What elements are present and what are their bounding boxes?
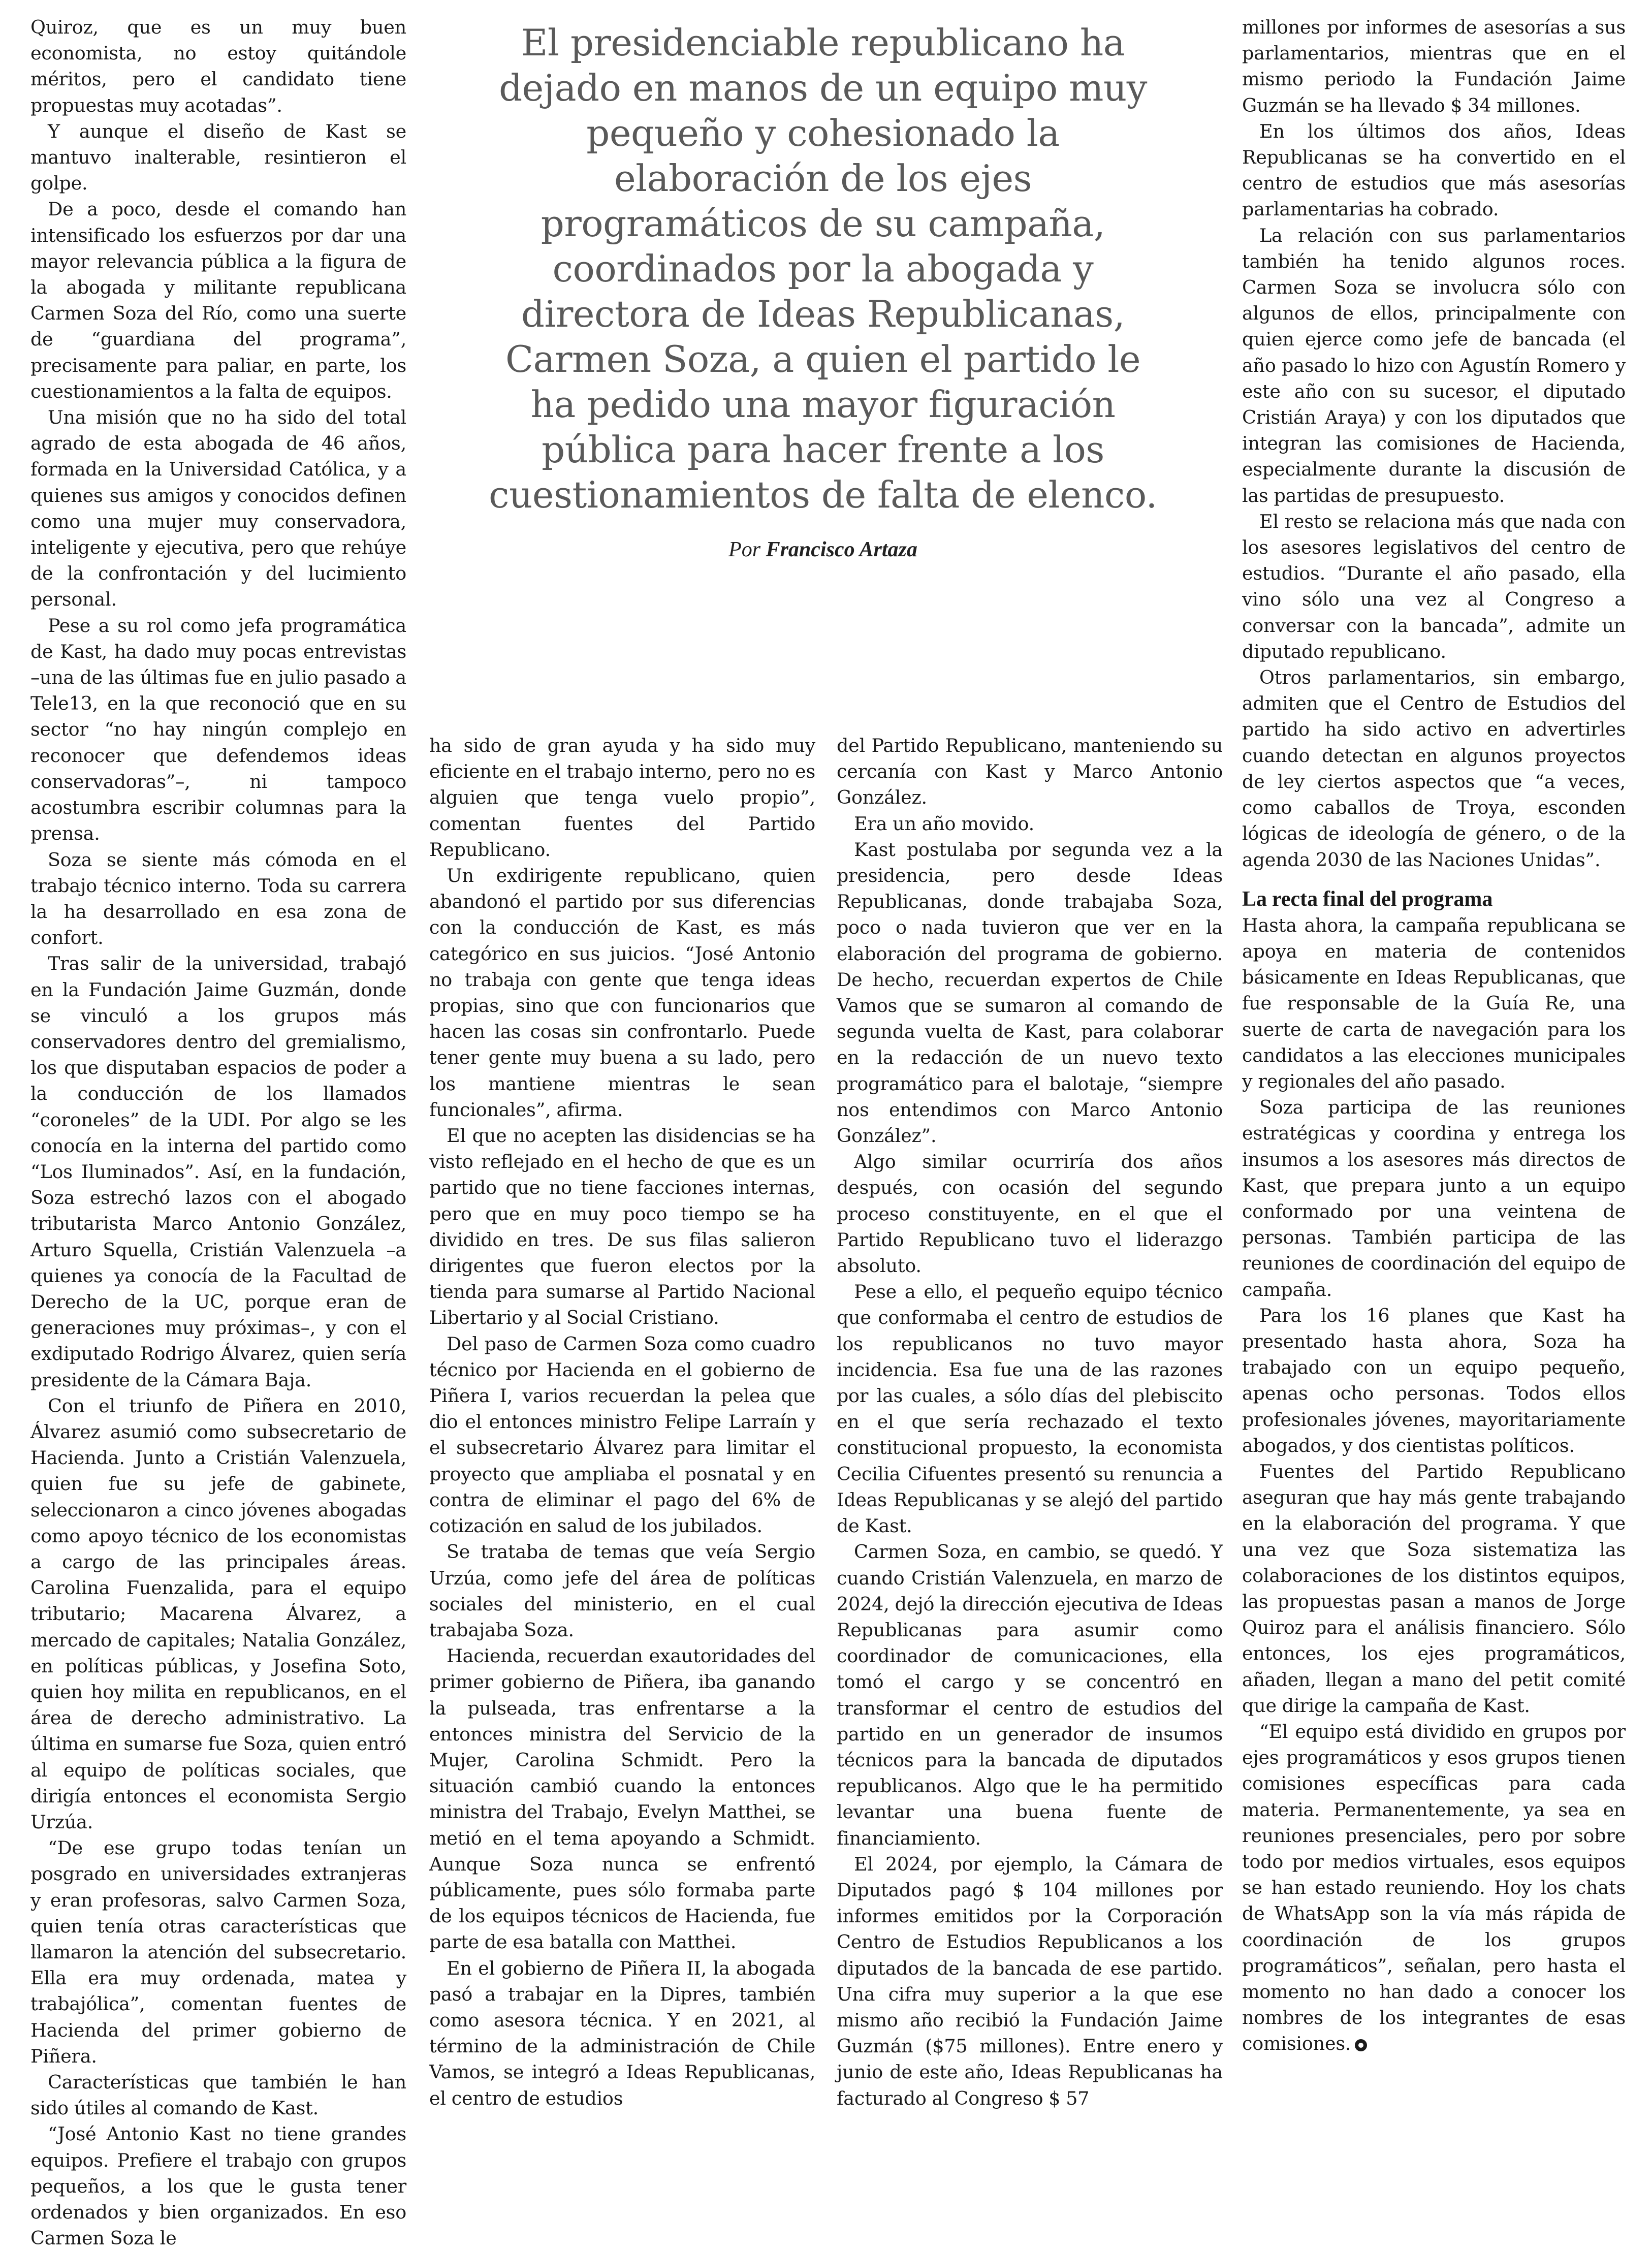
paragraph: Tras salir de la universidad, trabajó en la Fundación Jaime Guzmán, donde se vinculó a los grupos más conservadores dentro del gremialismo, los que disputaban espacios de poder a la conducción de los llamados “coroneles” de la UDI. Por algo se les conocía en la interna del partido como “Los Iluminados”. Así, en la fundación, Soza estrechó lazos con el abogado tributarista Marco Antonio González, Arturo Squella, Cristián Valenzuela –a quienes ya conocía de la Facultad de Derecho de la UC, porque eran de generaciones muy próximas–, y con el exdiputado Rodrigo Álvarez, quien sería presidente de la Cámara Baja. [30, 953, 406, 1391]
paragraph: Algo similar ocurriría dos años después, con ocasión del segundo proceso constituyente, en el que el Partido Republicano tuvo el liderazgo absoluto. [837, 1151, 1223, 1277]
paragraph: Fuentes del Partido Republicano aseguran que hay más gente trabajando en la elaboración del programa. Y que una vez que Soza sistematiza las colaboraciones de los distintos equipos, las propuestas pasan a manos de Jorge Quiroz para el análisis financiero. Sólo entonces, los ejes programáticos, añaden, llegan a mano del petit comité que dirige la campaña de Kast. [1242, 1460, 1626, 1717]
paragraph: Hasta ahora, la campaña republicana se apoya en materia de contenidos básicamente en Ideas Republicanas, que fue responsable de la Guía Re, una suerte de carta de navegación para los candidatos a las elecciones municipales y regionales del año pasado. [1242, 914, 1626, 1092]
paragraph: Pese a ello, el pequeño equipo técnico que conformaba el centro de estudios de los republicanos no tuvo mayor incidencia. Esa fue una de las razones por las cuales, a sólo días del plebiscito en el que sería rechazado el texto constitucional propuesto, la economista Cecilia Cifuentes presentó su renuncia a Ideas Republicanas y se alejó del partido de Kast. [837, 1281, 1223, 1537]
paragraph: El 2024, por ejemplo, la Cámara de Diputados pagó $ 104 millones por informes emitidos por la Corporación Centro de Estudios Republicanos a los diputados de la bancada de ese partido. Una cifra muy superior a la que ese mismo año recibió la Fundación Jaime Guzmán ($75 millones). Entre enero y junio de este año, Ideas Republicanas ha facturado al Congreso $ 57 [837, 1853, 1223, 2109]
paragraph: Pese a su rol como jefa programática de Kast, ha dado muy pocas entrevistas –una de las últimas fue en julio pasado a Tele13, en la que reconoció que en su sector “no hay ningún complejo en reconocer que defendemos ideas conservadoras”–, ni tampoco acostumbra escribir columnas para la prensa. [30, 614, 406, 845]
paragraph: del Partido Republicano, manteniendo su cercanía con Kast y Marco Antonio González. [837, 735, 1223, 809]
article-column-4 [1242, 14, 1626, 2057]
byline-author: Francisco Artaza [766, 538, 917, 561]
paragraph: Quiroz, que es un muy buen economista, no estoy quitándole méritos, pero el candidato tiene propuestas muy acotadas”. [30, 16, 406, 116]
paragraph: En el gobierno de Piñera II, la abogada pasó a trabajar en la Dipres, también como asesora técnica. Y en 2021, al término de la administración de Chile Vamos, se integró a Ideas Republicanas, el centro de estudios [429, 1957, 815, 2109]
pull-quote: El presidenciable republicano ha dejado en manos de un equipo muy pequeño y cohesionado la elaboración de los ejes programáticos de su campaña, coordinados por la abogada y directora de Ideas Republicanas, Carmen Soza, a quien el partido le ha pedido una mayor figuración pública para hacer frente a los cuestionamientos de falta de elenco. [489, 21, 1157, 516]
paragraph: Con el triunfo de Piñera en 2010, Álvarez asumió como subsecretario de Hacienda. Junto a Cristián Valenzuela, quien fue su jefe de gabinete, seleccionaron a cinco jóvenes abogadas como apoyo técnico de los economistas a cargo de las principales áreas. Carolina Fuenzalida, para el equipo tributario; Macarena Álvarez, a mercado de capitales; Natalia González, en políticas públicas, y Josefina Soto, quien hoy milita en republicanos, en el área de derecho administrativo. La última en sumarse fue Soza, quien entró al equipo de políticas sociales, que dirigía entonces el economista Sergio Urzúa. [30, 1394, 406, 1833]
paragraph: Hacienda, recuerdan exautoridades del primer gobierno de Piñera, iba ganando la pulseada, tras enfrentarse a la entonces ministra del Servicio de la Mujer, Carolina Schmidt. Pero la situación cambió cuando la entonces ministra del Trabajo, Evelyn Matthei, se metió en el tema apoyando a Schmidt. Aunque Soza nunca se enfrentó públicamente, pues sólo formaba parte de los equipos técnicos de Hacienda, fue parte de esa batalla con Matthei. [429, 1645, 815, 1953]
article-column-1 [30, 14, 406, 2251]
paragraph: En los últimos dos años, Ideas Republicanas se ha convertido en el centro de estudios que más asesorías parlamentarias ha cobrado. [1242, 120, 1626, 220]
paragraph: Era un año movido. [854, 812, 1034, 835]
paragraph: “De ese grupo todas tenían un posgrado en universidades extranjeras y eran profesoras, salvo Carmen Soza, quien tenía otras características que llamaron la atención del subsecretario. Ella era muy ordenada, matea y trabajólica”, comentan fuentes de Hacienda del primer gobierno de Piñera. [30, 1837, 406, 2067]
paragraph: millones por informes de asesorías a sus parlamentarios, mientras que en el mismo periodo la Fundación Jaime Guzmán se ha llevado $ 34 millones. [1242, 16, 1626, 116]
paragraph: El resto se relaciona más que nada con los asesores legislativos del centro de estudios. “Durante el año pasado, ella vino sólo una vez al Congreso a conversar con la bancada”, admite un diputado republicano. [1242, 510, 1626, 662]
paragraph: “José Antonio Kast no tiene grandes equipos. Prefiere el trabajo con grupos pequeños, a los que le gusta tener ordenados y bien organizados. En eso Carmen Soza le [30, 2123, 406, 2249]
paragraph: La relación con sus parlamentarios también ha tenido algunos roces. Carmen Soza se involucra sólo con algunos de ellos, principalmente con quien ejerce como jefe de bancada (el año pasado lo hizo con Agustín Romero y este año con su sucesor, el diputado Cristián Araya) y con los diputados que integran las comisiones de Hacienda, especialmente durante la discusión de las partidas de presupuesto. [1242, 224, 1626, 506]
paragraph: Características que también le han sido útiles al comando de Kast. [30, 2071, 406, 2119]
paragraph: Kast postulaba por segunda vez a la presidencia, pero desde Ideas Republicanas, donde trabajaba Soza, poco o nada tuvieron que ver en la elaboración del programa de gobierno. De hecho, recuerdan expertos de Chile Vamos que se sumaron al comando de segunda vuelta de Kast, para colaborar en la redacción de un nuevo texto programático para el balotaje, “siempre nos entendimos con Marco Antonio González”. [837, 838, 1223, 1147]
paragraph: Una misión que no ha sido del total agrado de esta abogada de 46 años, formada en la Universidad Católica, y a quienes sus amigos y conocidos definen como una mujer muy conservadora, inteligente y ejecutiva, pero que rehúye de la confrontación y del lucimiento personal. [30, 406, 406, 611]
paragraph: Soza participa de las reuniones estratégicas y coordina y entrega los insumos a los asesores más directos de Kast, que prepara junto a un equipo conformado por una veintena de personas. También participa de las reuniones de coordinación del equipo de campaña. [1242, 1096, 1626, 1301]
paragraph: Otros parlamentarios, sin embargo, admiten que el Centro de Estudios del partido ha sido activo en advertirles cuando detectan en algunos proyectos de ley ciertos aspectos que “a veces, como caballos de Troya, esconden lógicas de ideología de género, o de la agenda 2030 de las Naciones Unidas”. [1242, 667, 1626, 871]
paragraph: Se trataba de temas que veía Sergio Urzúa, como jefe del área de políticas sociales del ministerio, en el cual trabajaba Soza. [429, 1541, 815, 1641]
paragraph: Y aunque el diseño de Kast se mantuvo inalterable, resintieron el golpe. [30, 120, 406, 195]
byline-prefix: Por [728, 538, 761, 561]
paragraph [1242, 1719, 1626, 2057]
paragraph: Un exdirigente republicano, quien abandonó el partido por sus diferencias con la conducción de Kast, es más categórico en sus juicios. “José Antonio no trabaja con gente que tenga ideas propias, sino que con funcionarios que hacen las cosas sin confrontarlo. Puede tener gente muy buena a su lado, pero los mantiene mientras le sean funcionales”, afirma. [429, 865, 815, 1121]
paragraph: Del paso de Carmen Soza como cuadro técnico por Hacienda en el gobierno de Piñera I, varios recuerdan la pelea que dio el entonces ministro Felipe Larraín y el subsecretario Álvarez para limitar el proyecto que ampliaba el posnatal y en contra de eliminar el pago del 6% de cotización en salud de los jubilados. [429, 1333, 815, 1537]
paragraph: ha sido de gran ayuda y ha sido muy eficiente en el trabajo interno, pero no es alguien que tenga vuelo propio”, comentan fuentes del Partido Republicano. [429, 735, 815, 861]
paragraph: El que no acepten las disidencias se ha visto reflejado en el hecho de que es un partido que no tiene facciones internas, pero que en muy poco tiempo se ha dividido en tres. De sus filas salieron dirigentes que fueron electos por la tienda para sumarse al Partido Nacional Libertario y al Social Cristiano. [429, 1125, 815, 1329]
paragraph: De a poco, desde el comando han intensificado los esfuerzos por dar una mayor relevancia pública a la figura de la abogada y militante republicana Carmen Soza del Río, como una suerte de “guardiana del programa”, precisamente para paliar, en parte, los cuestionamientos a la falta de equipos. [30, 198, 406, 402]
subheading: La recta final del programa [1242, 887, 1493, 911]
end-of-article-icon [1355, 2039, 1367, 2051]
byline [488, 537, 1158, 562]
paragraph: Carmen Soza, en cambio, se quedó. Y cuando Cristián Valenzuela, en marzo de 2024, dejó la dirección ejecutiva de Ideas Republicanas para asumir como coordinador de comunicaciones, ella tomó el cargo y se concentró en transformar el centro de estudios del partido en un generador de insumos técnicos para la bancada de diputados republicanos. Algo que le ha permitido levantar una buena fuente de financiamiento. [837, 1541, 1223, 1849]
article-column-3 [837, 733, 1223, 2111]
paragraph: Para los 16 planes que Kast ha presentado hasta ahora, Soza ha trabajado con un equipo pequeño, apenas ocho personas. Todos ellos profesionales jóvenes, mayoritariamente abogados, y dos cientistas políticos. [1242, 1304, 1626, 1456]
article-column-2 [429, 733, 815, 2111]
paragraph: Soza se siente más cómoda en el trabajo técnico interno. Toda su carrera la ha desarrollado en esa zona de confort. [30, 848, 406, 949]
paragraph-text: “El equipo está dividido en grupos por ejes programáticos y esos grupos tienen comisiones específicas para cada materia. Permanentemente, ya sea en reuniones presenciales, pero por sobre todo por medios virtuales, esos equipos se han estado reuniendo. Hoy los chats de WhatsApp son la vía más rápida de coordinación de los grupos programáticos”, señalan, pero hasta el momento no han dado a conocer los nombres de los integrantes de esas comisiones. [1242, 1721, 1626, 2055]
